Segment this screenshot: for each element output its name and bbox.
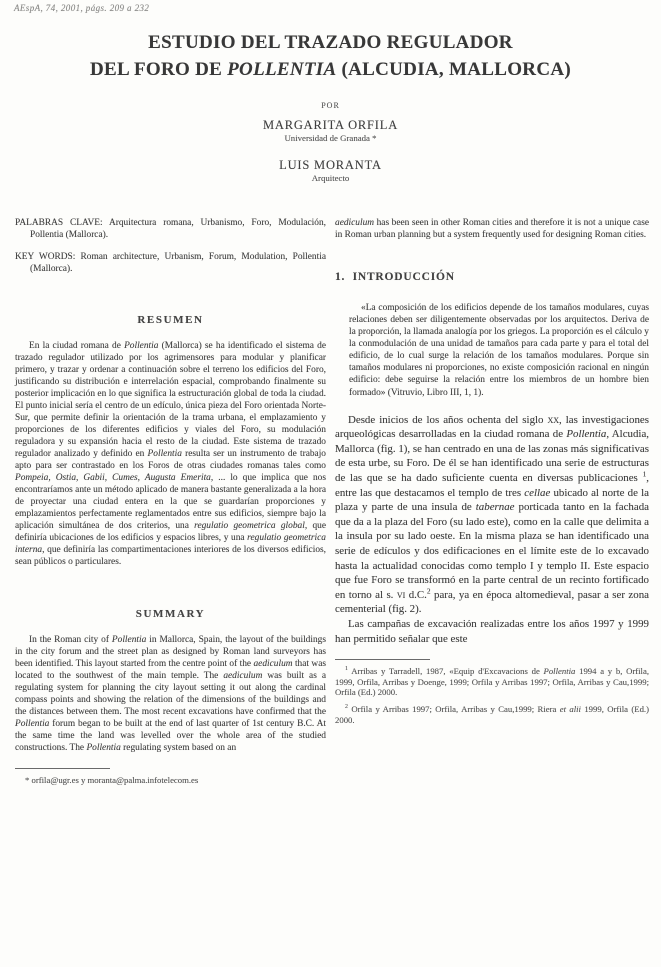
footnote-1: $^1$ Arribas y Tarradell, 1987, «Equip d'Excavacions de Pollentia 1994 a y b, Orfila, 1999, Orfila, Arribas y Doenge, 1999; Orfila y Arribas 1997; Orfila, Arribas y Cau,1999; Orfila (Ed.) 2000. [335, 666, 649, 698]
summary-continuation-text: aediculum has been seen in other Roman cities and therefore it is not a unique case in Roman urban planning but a system frequently used for designing Roman cities. [335, 218, 649, 240]
intro-paragraph-1: Desde inicios de los años ochenta del siglo xx, las investigaciones arqueológicas desarrolladas en la ciudad romana de Pollentia, Alcudia, Mallorca (fig. 1), se han centrado en una de las zonas más significativas de esta urbe, su Foro. De él se han identificado una serie de estructuras de las que se ha dado suficiente cuenta en diversas publicaciones $^1$, entre las que destacamos el templo de tres cellae ubicado al norte de la plaza y parte de una insula de tabernae porticada tanto en la fachada que da a la plaza del Foro (su lado este), como en la calle que delimita a la insula por su lado oeste. En la misma plaza se han identificado una serie de edículos y dos edificaciones en el límite este de lo excavado hasta la actualidad conocidas como templo I y templo II. Este espacio que fue Foro se transformó en la parte central de un recinto fortificado en torno al s. vi d.C.$^2$ para, ya en época altomedieval, pasar a ser zona cementerial (fig. 2). [335, 413, 650, 616]
vitruvius-quote: «La composición de los edificios depende de los tamaños modulares, cuyas relaciones deben ser diligentemente observadas por los arquitectos. Deriva de la proporción, la llamada analogía por los griegos. La proporción es el cálculo y la conmodulación de una unidad de tamaños para cada parte y para el total del edificio, de lo cual surge la relación de los tamaños modulares. Porque sin tamaños modulares ni proporciones, no existe composición racional en ningún edificio: debe seguirse la relación entre los miembros de un hombre bien formado» (Vitruvio, Libro III, 1, 1). [349, 302, 649, 398]
right-footnote-rule [335, 659, 430, 660]
journal-reference: AEspA, 74, 2001, págs. 209 a 232 [14, 3, 150, 13]
page-title: ESTUDIO DEL TRAZADO REGULADOR DEL FORO DE POLLENTIA (ALCUDIA, MALLORCA) [90, 32, 571, 80]
keywords-english: KEY WORDS: Roman architecture, Urbanism, Forum, Modulation, Pollentia (Mallorca). [15, 252, 326, 274]
resumen-heading: RESUMEN [137, 314, 204, 327]
left-column [15, 218, 326, 786]
right-column [335, 218, 649, 725]
intro-paragraph-2: Las campañas de excavación realizadas entre los años 1997 y 1999 han permitido señalar que este [335, 617, 649, 645]
author-affiliation-1: Universidad de Granada * [284, 133, 377, 143]
summary-text: In the Roman city of Pollentia in Mallorca, Spain, the layout of the buildings in the city forum and the street plan as designed by Roman land surveyors has been identified. This layout started from the centre point of the aediculum that was located to the southwest of the main temple. The aediculum was built as a regulating system for planning the city layout setting it out along the cardinal compass points and showing the relation of the dimensions of the buildings and the distances between them. The most recent excavations have confirmed that the Pollentia forum began to be built at the end of last quarter of 1st century B.C. At the same time the land was levelled over the whole area of the studied constructions. The Pollentia regulating system based on an [15, 635, 326, 754]
byline-por: POR [321, 101, 340, 110]
left-footnote-rule [15, 768, 110, 769]
footnote-2: $^2$ Orfila y Arribas 1997; Orfila, Arribas y Cau,1999; Riera et alii 1999, Orfila (Ed.) 2000. [335, 703, 649, 725]
keywords-spanish: PALABRAS CLAVE: Arquitectura romana, Urbanismo, Foro, Modulación, Pollentia (Mallorca). [15, 218, 326, 240]
summary-heading: SUMMARY [135, 608, 206, 621]
resumen-text: En la ciudad romana de Pollentia (Mallorca) se ha identificado el sistema de trazado regulador utilizado por los agrimensores para modular y planificar primero, y trazar y ordenar a continuación sobre el terreno los edificios del Foro, justificando su distribución e interrelación espacial, comprobando finalmente su posterior implicación en lo que significa la estructuración global de toda la ciudad. El punto inicial sería el centro de un edículo, única pieza del Foro orientada Norte-Sur, que permite definir la orientación de la trama urbana, el emplazamiento y proporciones de los diferentes edificios y viales del Foro, su modulación reguladora y su expansión hacia el resto de la ciudad. Este sistema de trazado regulador analizado y definido en Pollentia resulta ser un instrumento de trabajo apto para ser contrastado en los Foros de otras ciudades romanas tales como Pompeia, Ostia, Gabii, Cumes, Augusta Emerita, ... lo que implica que nos encontraríamos ante un método aplicado de manera bastante generalizada a la hora de proyectar una ciudad entera en la que se guardarían proporciones y emplazamientos perfectamente reglamentados entre sus edificios, siempre bajo la aplicación simultánea de dos criterios, una regulatio geometrica global, que definiría ubicaciones de los edificios y espacios libres, y una regulatio geometrica interna, que definiría las compartimentaciones interiores de los diversos edificios, sean públicos o particulares. [15, 341, 327, 567]
author-affiliation-2: Arquitecto [311, 173, 350, 183]
section-heading-introduccion: 1. INTRODUCCIÓN [335, 270, 455, 283]
author-name-2: LUIS MORANTA [279, 158, 382, 172]
author-name-1: MARGARITA ORFILA [262, 118, 399, 132]
author-contact-footnote: * orfila@ugr.es y moranta@palma.infotelecom.es [25, 775, 199, 786]
